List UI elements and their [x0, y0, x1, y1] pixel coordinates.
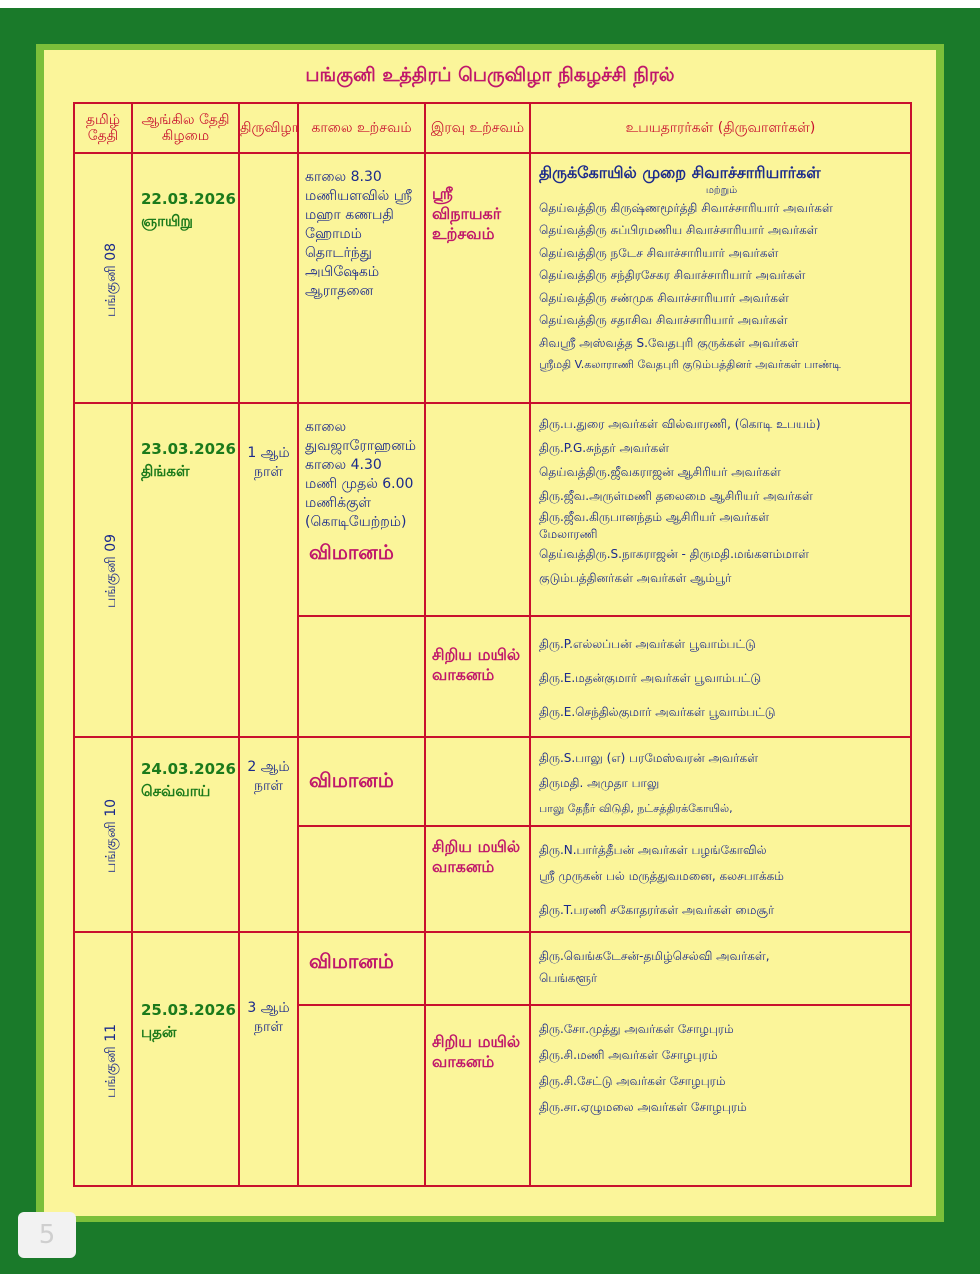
header-tamil-date: தமிழ் தேதி [74, 103, 132, 153]
donor-line: தெய்வத்திரு.ஜீவகராஜன் ஆசிரியர் அவர்கள் [539, 464, 781, 479]
day3-night: சிறிய மயில் வாகனம் [425, 826, 530, 933]
day4-morning [298, 932, 425, 1004]
donor-line: தெய்வத்திரு சதாசிவ சிவாச்சாரியார் அவர்கள் [539, 313, 788, 328]
donor-line: ஸ்ரீமதி V.கலாராணி வேதபுரி குடும்பத்தினர் அவர்கள் பாண்டி [539, 358, 841, 372]
donor-line: திரு.சி.மணி அவர்கள் சோழபுரம் [539, 1047, 718, 1062]
day2-row-a [74, 403, 911, 616]
donor-line: குடும்பத்தினர்கள் அவர்கள் ஆம்பூர் [539, 570, 732, 585]
donor-line: தெய்வத்திரு நடேச சிவாச்சாரியார் அவர்கள் [539, 245, 779, 260]
donor-line: தெய்வத்திரு சந்திரசேகர சிவாச்சாரியார் அவர்கள் [539, 268, 806, 283]
page-title: பங்குனி உத்திரப் பெருவிழா நிகழச்சி நிரல் [305, 64, 675, 86]
day2-date: 23.03.2026 [141, 439, 236, 458]
day1-night: ஸ்ரீ விநாயகர் உற்சவம் [425, 153, 530, 403]
donor-line: திரு.P.எல்லப்பன் அவர்கள் பூவாம்பட்டு [539, 637, 756, 652]
donor-line: சிவஸ்ரீ அஸ்வத்த S.வேதபுரி குருக்கள் அவர்கள் [539, 335, 799, 350]
day3-festival: 2 ஆம் நாள் [239, 737, 298, 932]
donor-line: பாலு தேநீர் விடுதி, நட்சத்திரக்கோயில், [539, 802, 733, 816]
day4-vimanam: விமானம் [309, 949, 394, 974]
day4-date: 25.03.2026 [141, 1001, 236, 1020]
header-row [74, 103, 911, 153]
day2-vimanam: விமானம் [309, 539, 394, 564]
day2-donors-a [530, 403, 911, 616]
day1-row [74, 153, 911, 403]
day3-weekday: செவ்வாய் [141, 782, 211, 801]
donor-line: தெய்வத்திரு சண்முக சிவாச்சாரியார் அவர்கள் [539, 290, 789, 305]
header-festival: திருவிழா [239, 103, 298, 153]
day2-english-date [132, 403, 239, 737]
day1-festival [239, 153, 298, 403]
day2-weekday: திங்கள் [141, 461, 190, 480]
donor-line: பெங்களூர் [539, 971, 598, 986]
donor-line: தெய்வத்திரு.S.நாகராஜன் - திருமதி.மங்களம்மாள் [539, 546, 809, 561]
day3-donors-b [530, 826, 911, 933]
day1-english-date [132, 153, 239, 403]
donor-line: திரு.E.செந்தில்குமார் அவர்கள் பூவாம்பட்டு [539, 705, 776, 720]
donor-line: திரு.வெங்கடேசன்-தமிழ்செல்வி அவர்கள், [539, 949, 770, 964]
day4-festival: 3 ஆம் நாள் [239, 932, 298, 1186]
donor-line: திருமதி. அமுதா பாலு [539, 776, 660, 791]
day3-vimanam: விமானம் [309, 768, 394, 793]
donor-line: திரு.T.பரணி சகோதரர்கள் அவர்கள் மைசூர் [539, 902, 775, 917]
donor-line: திரு.N.பார்த்தீபன் அவர்கள் பழங்கோவில் [539, 842, 767, 857]
day1-weekday: ஞாயிறு [141, 212, 193, 231]
donor-line: திரு.சோ.முத்து அவர்கள் சோழபுரம் [539, 1021, 734, 1036]
day3-row-a [74, 737, 911, 826]
header-night: இரவு உற்சவம் [425, 103, 530, 153]
day3-morning [298, 737, 425, 826]
day1-tamil-date: பங்குனி 08 [74, 153, 132, 403]
donor-line: திரு.சி.சேட்டு அவர்கள் சோழபுரம் [539, 1073, 726, 1088]
day4-donors-b [530, 1005, 911, 1186]
day4-morning-b [298, 1005, 425, 1186]
day4-night: சிறிய மயில் வாகனம் [425, 1005, 530, 1186]
donor-line: தெய்வத்திரு கிருஷ்ணமூர்த்தி சிவாச்சாரியார் அவர்கள் [539, 200, 833, 215]
day3-donors-a [530, 737, 911, 826]
day3-tamil-date: பங்குனி 10 [74, 737, 132, 932]
header-morning: காலை உற்சவம் [298, 103, 425, 153]
day3-english-date [132, 737, 239, 932]
day3-night-a [425, 737, 530, 826]
schedule-table [73, 102, 912, 1187]
header-donors: உபயதாரர்கள் (திருவாளர்கள்) [530, 103, 911, 153]
day2-donors-b [530, 616, 911, 737]
schedule-page [44, 50, 936, 1216]
day4-english-date [132, 932, 239, 1186]
day4-night-a [425, 932, 530, 1004]
day1-donors [530, 153, 911, 403]
header-english-date: ஆங்கில தேதி கிழமை [132, 103, 239, 153]
day4-row-a [74, 932, 911, 1004]
donor-line: மேலாரணி [539, 526, 598, 541]
donor-line: திரு.ப.துரை அவர்கள் வில்வாரணி, (கொடி உபயம்) [539, 416, 821, 431]
day1-date: 22.03.2026 [141, 190, 236, 209]
day4-weekday: புதன் [141, 1023, 177, 1042]
day4-donors-a [530, 932, 911, 1004]
donor-line: திரு.ஜீவ.கிருபானந்தம் ஆசிரியர் அவர்கள் [539, 509, 770, 524]
donor-line: மற்றும் [705, 184, 738, 196]
page-number: 5 [18, 1212, 76, 1258]
day2-festival: 1 ஆம் நாள் [239, 403, 298, 737]
donor-line: திரு.S.பாலு (எ) பரமேஸ்வரன் அவர்கள் [539, 751, 759, 766]
day2-tamil-date: பங்குனி 09 [74, 403, 132, 737]
day1-morning: காலை 8.30 மணியளவில் ஸ்ரீ மஹா கணபதி ஹோமம் தொடர்ந்து அபிஷேகம் ஆராதனை [298, 153, 425, 403]
day2-night: சிறிய மயில் வாகனம் [425, 616, 530, 737]
donor-line: திருக்கோயில் முறை சிவாச்சாரியார்கள் [539, 163, 821, 183]
donor-line: திரு.ஜீவ.அருள்மணி தலைமை ஆசிரியர் அவர்கள் [539, 488, 813, 503]
donor-line: தெய்வத்திரு சுப்பிரமணிய சிவாச்சாரியார் அவர்கள் [539, 223, 818, 238]
day2-night-a [425, 403, 530, 616]
donor-line: திரு.P.G.சுந்தர் அவர்கள் [539, 440, 670, 455]
day2-morning-b [298, 616, 425, 737]
donor-line: திரு.சா.ஏழுமலை அவர்கள் சோழபுரம் [539, 1099, 747, 1114]
donor-line: ஸ்ரீ முருகன் பல் மருத்துவமனை, கலசபாக்கம் [539, 868, 784, 883]
day3-date: 24.03.2026 [141, 760, 236, 779]
day4-tamil-date: பங்குனி 11 [74, 932, 132, 1186]
donor-line: திரு.E.மதன்குமார் அவர்கள் பூவாம்பட்டு [539, 671, 762, 686]
day2-morning: காலை துவஜாரோஹனம் காலை 4.30 மணி முதல் 6.00 மணிக்குள் (கொடியேற்றம்) விமானம் [298, 403, 425, 616]
day3-morning-b [298, 826, 425, 933]
